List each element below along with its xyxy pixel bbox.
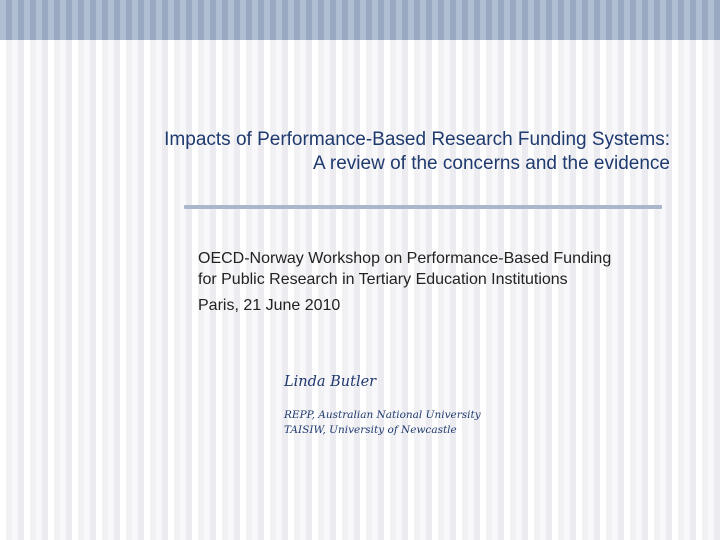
slide-title [120,128,670,176]
title-line-2: A review of the concerns and the evidence [312,153,670,174]
header-band [0,0,720,40]
author-affiliations [284,408,481,438]
author-name: Linda Butler [284,374,377,390]
affiliation-line-2: TAISIW, University of Newcastle [284,424,457,436]
subtitle-line-2: for Public Research in Tertiary Education Institutions [198,271,568,288]
date-line: Paris, 21 June 2010 [198,297,341,314]
workshop-info [198,248,698,316]
subtitle-line-1: OECD-Norway Workshop on Performance-Based Funding [198,250,612,267]
title-divider [184,205,662,209]
affiliation-line-1: REPP, Australian National University [284,409,481,421]
title-line-1: Impacts of Performance-Based Research Funding Systems: [164,129,670,150]
